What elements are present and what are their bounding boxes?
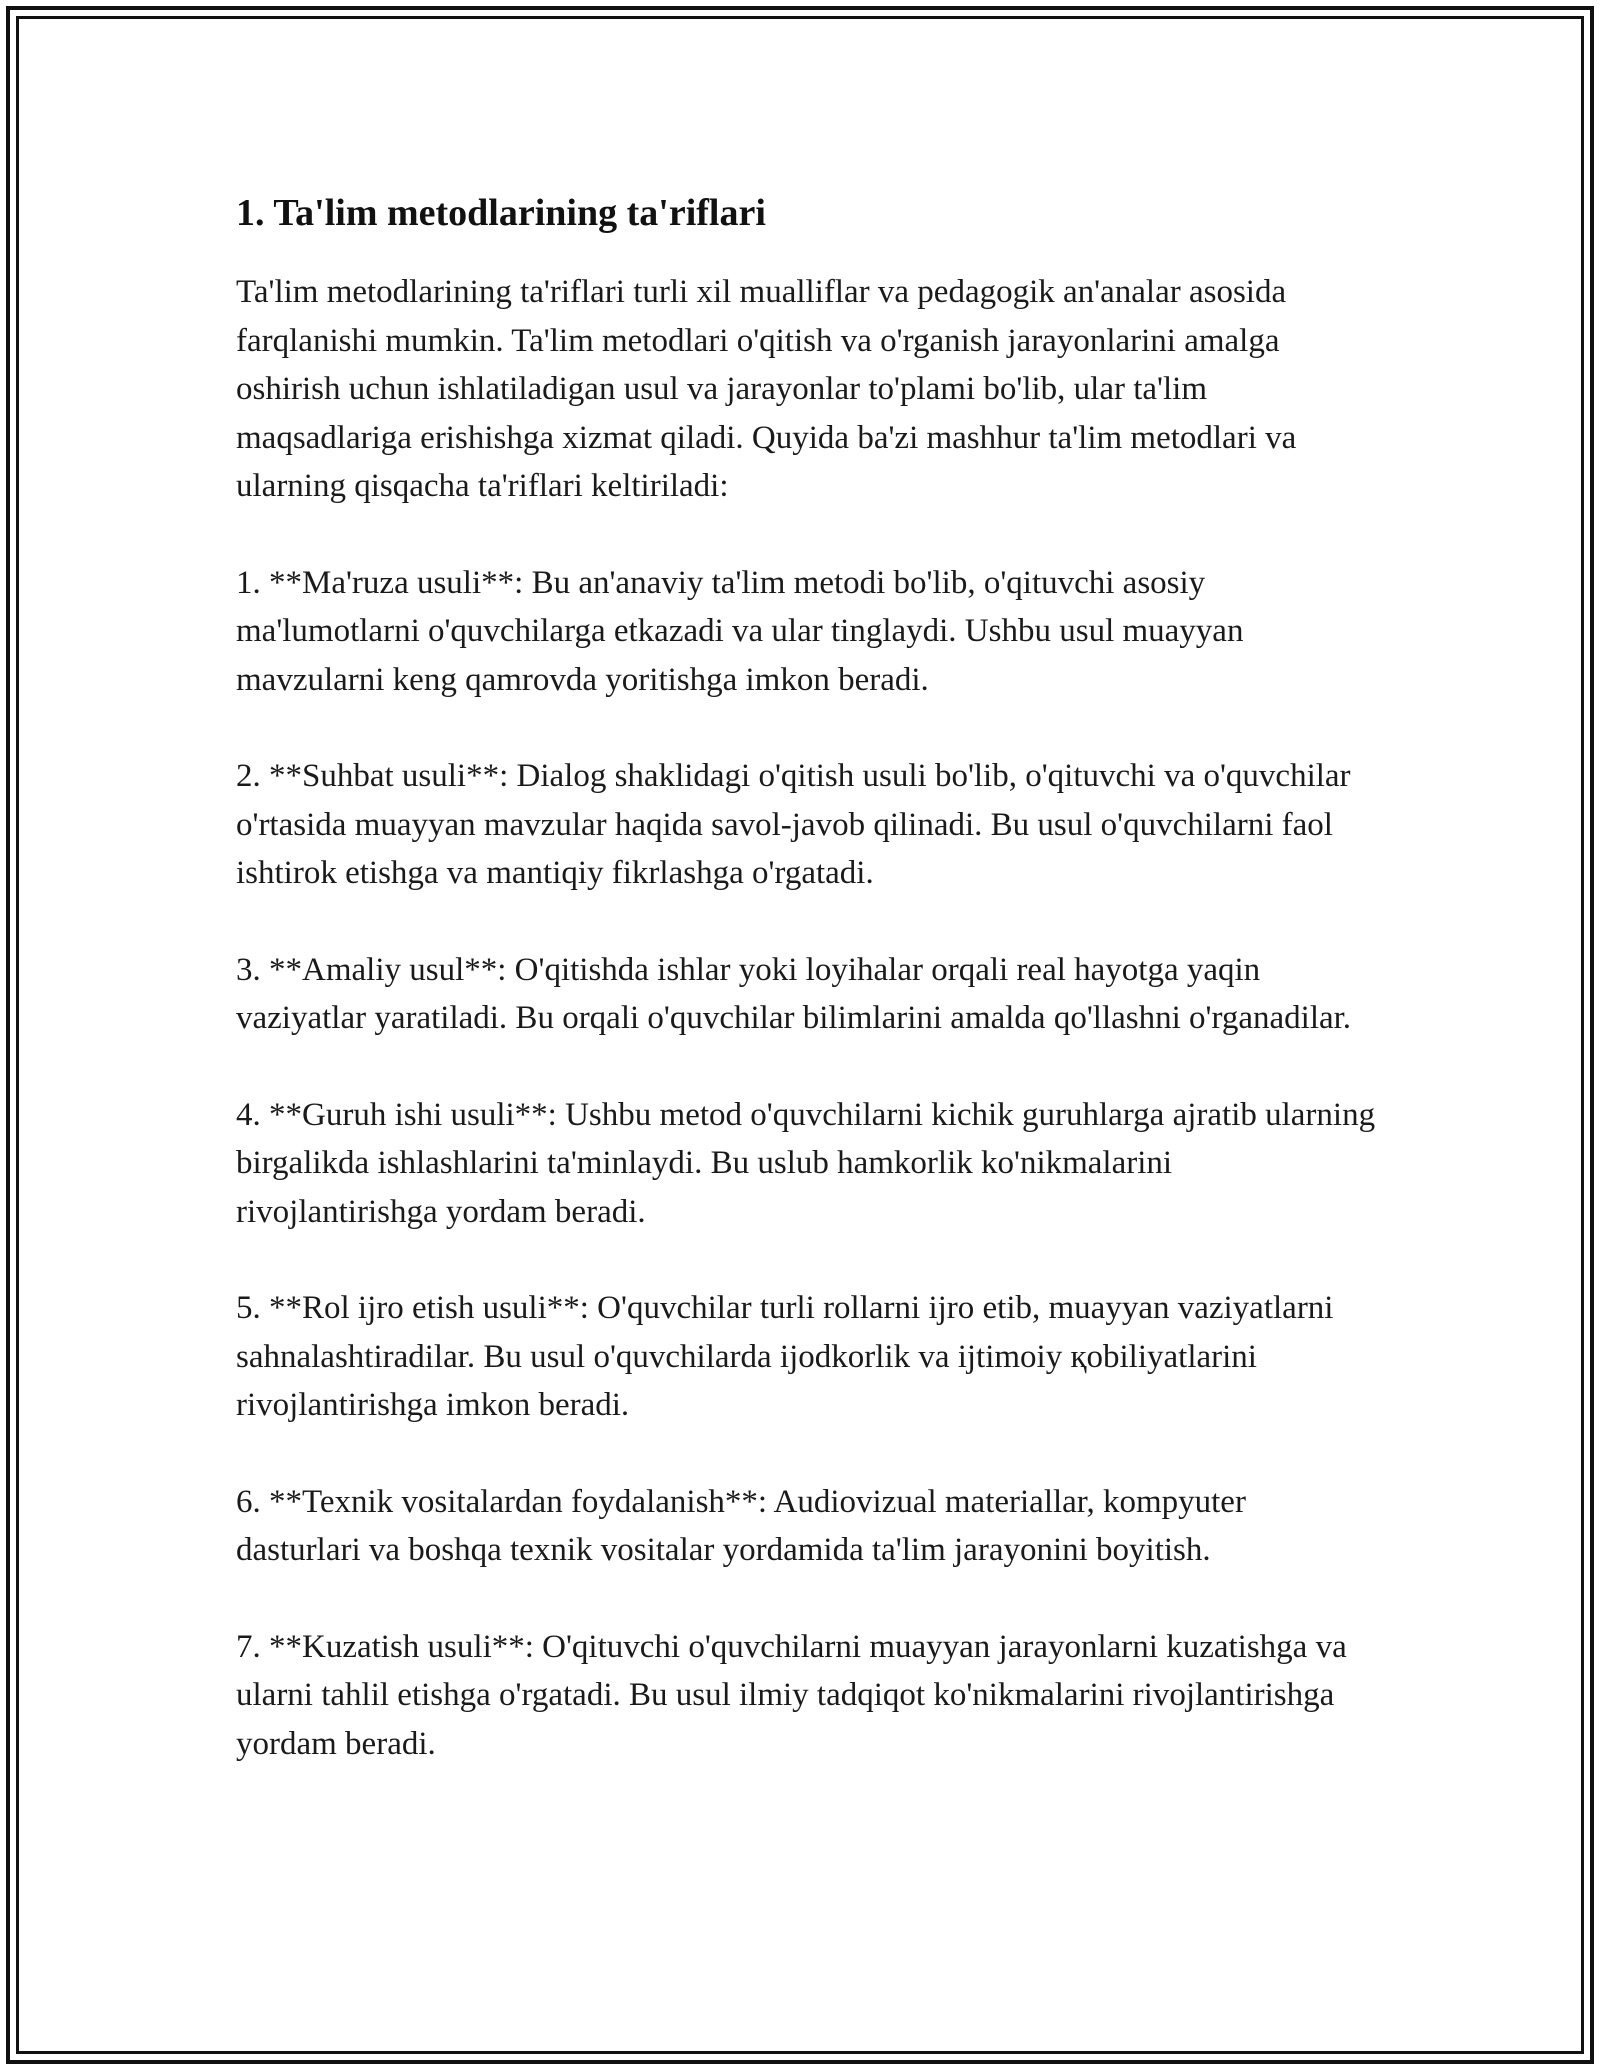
document-body [236, 184, 1376, 1816]
method-item-practical: 3. **Amaliy usul**: O'qitishda ishlar yoki loyihalar orqali real hayotga yaqin vaziyatlar yaratiladi. Bu orqali o'quvchilar bilimlarini amalda qo'llashni o'rganadilar. [236, 951, 1352, 1036]
section-title: 1. Ta'lim metodlarining ta'riflari [236, 192, 766, 234]
method-item-lecture: 1. **Ma'ruza usuli**: Bu an'anaviy ta'lim metodi bo'lib, o'qituvchi asosiy ma'lumotlarni o'quvchilarga etkazadi va ular tinglaydi. Ushbu usul muayyan mavzularni keng qamrovda yoritishga imkon beradi. [236, 564, 1244, 698]
intro-paragraph: Ta'lim metodlarining ta'riflari turli xil mualliflar va pedagogik an'analar asosida farqlanishi mumkin. Ta'lim metodlari o'qitish va o'rganish jarayonlarini amalga oshirish uchun ishlatiladigan usul va jarayonlar to'plami bo'lib, ular ta'lim maqsadlariga erishishga xizmat qiladi. Quyida ba'zi mashhur ta'lim metodlari va ularning qisqacha ta'riflari keltiriladi: [236, 274, 1297, 504]
method-item-role-play: 5. **Rol ijro etish usuli**: O'quvchilar turli rollarni ijro etib, muayyan vaziyatlarni sahnalashtiradilar. Bu usul o'quvchilarda ijodkorlik va ijtimoiy қobiliyatlarini rivojlantirishga imkon beradi. [236, 1290, 1334, 1423]
method-item-observation: 7. **Kuzatish usuli**: O'qituvchi o'quvchilarni muayyan jarayonlarni kuzatishga va ularni tahlil etishga o'rgatadi. Bu usul ilmiy tadqiqot ko'nikmalarini rivojlantirishga yordam beradi. [236, 1628, 1347, 1762]
method-item-group-work: 4. **Guruh ishi usuli**: Ushbu metod o'quvchilarni kichik guruhlarga ajratib ularning birgalikda ishlashlarini ta'minlaydi. Bu uslub hamkorlik ko'nikmalarini rivojlantirishga yordam beradi. [236, 1096, 1376, 1230]
method-item-technical-tools: 6. **Texnik vositalardan foydalanish**: Audiovizual materiallar, kompyuter dasturlari va boshqa texnik vositalar yordamida ta'lim jarayonini boyitish. [236, 1483, 1246, 1568]
method-item-conversation: 2. **Suhbat usuli**: Dialog shaklidagi o'qitish usuli bo'lib, o'qituvchi va o'quvchilar o'rtasida muayyan mavzular haqida savol-javob qilinadi. Bu usul o'quvchilarni faol ishtirok etishga va mantiqiy fikrlashga o'rgatadi. [236, 758, 1351, 891]
